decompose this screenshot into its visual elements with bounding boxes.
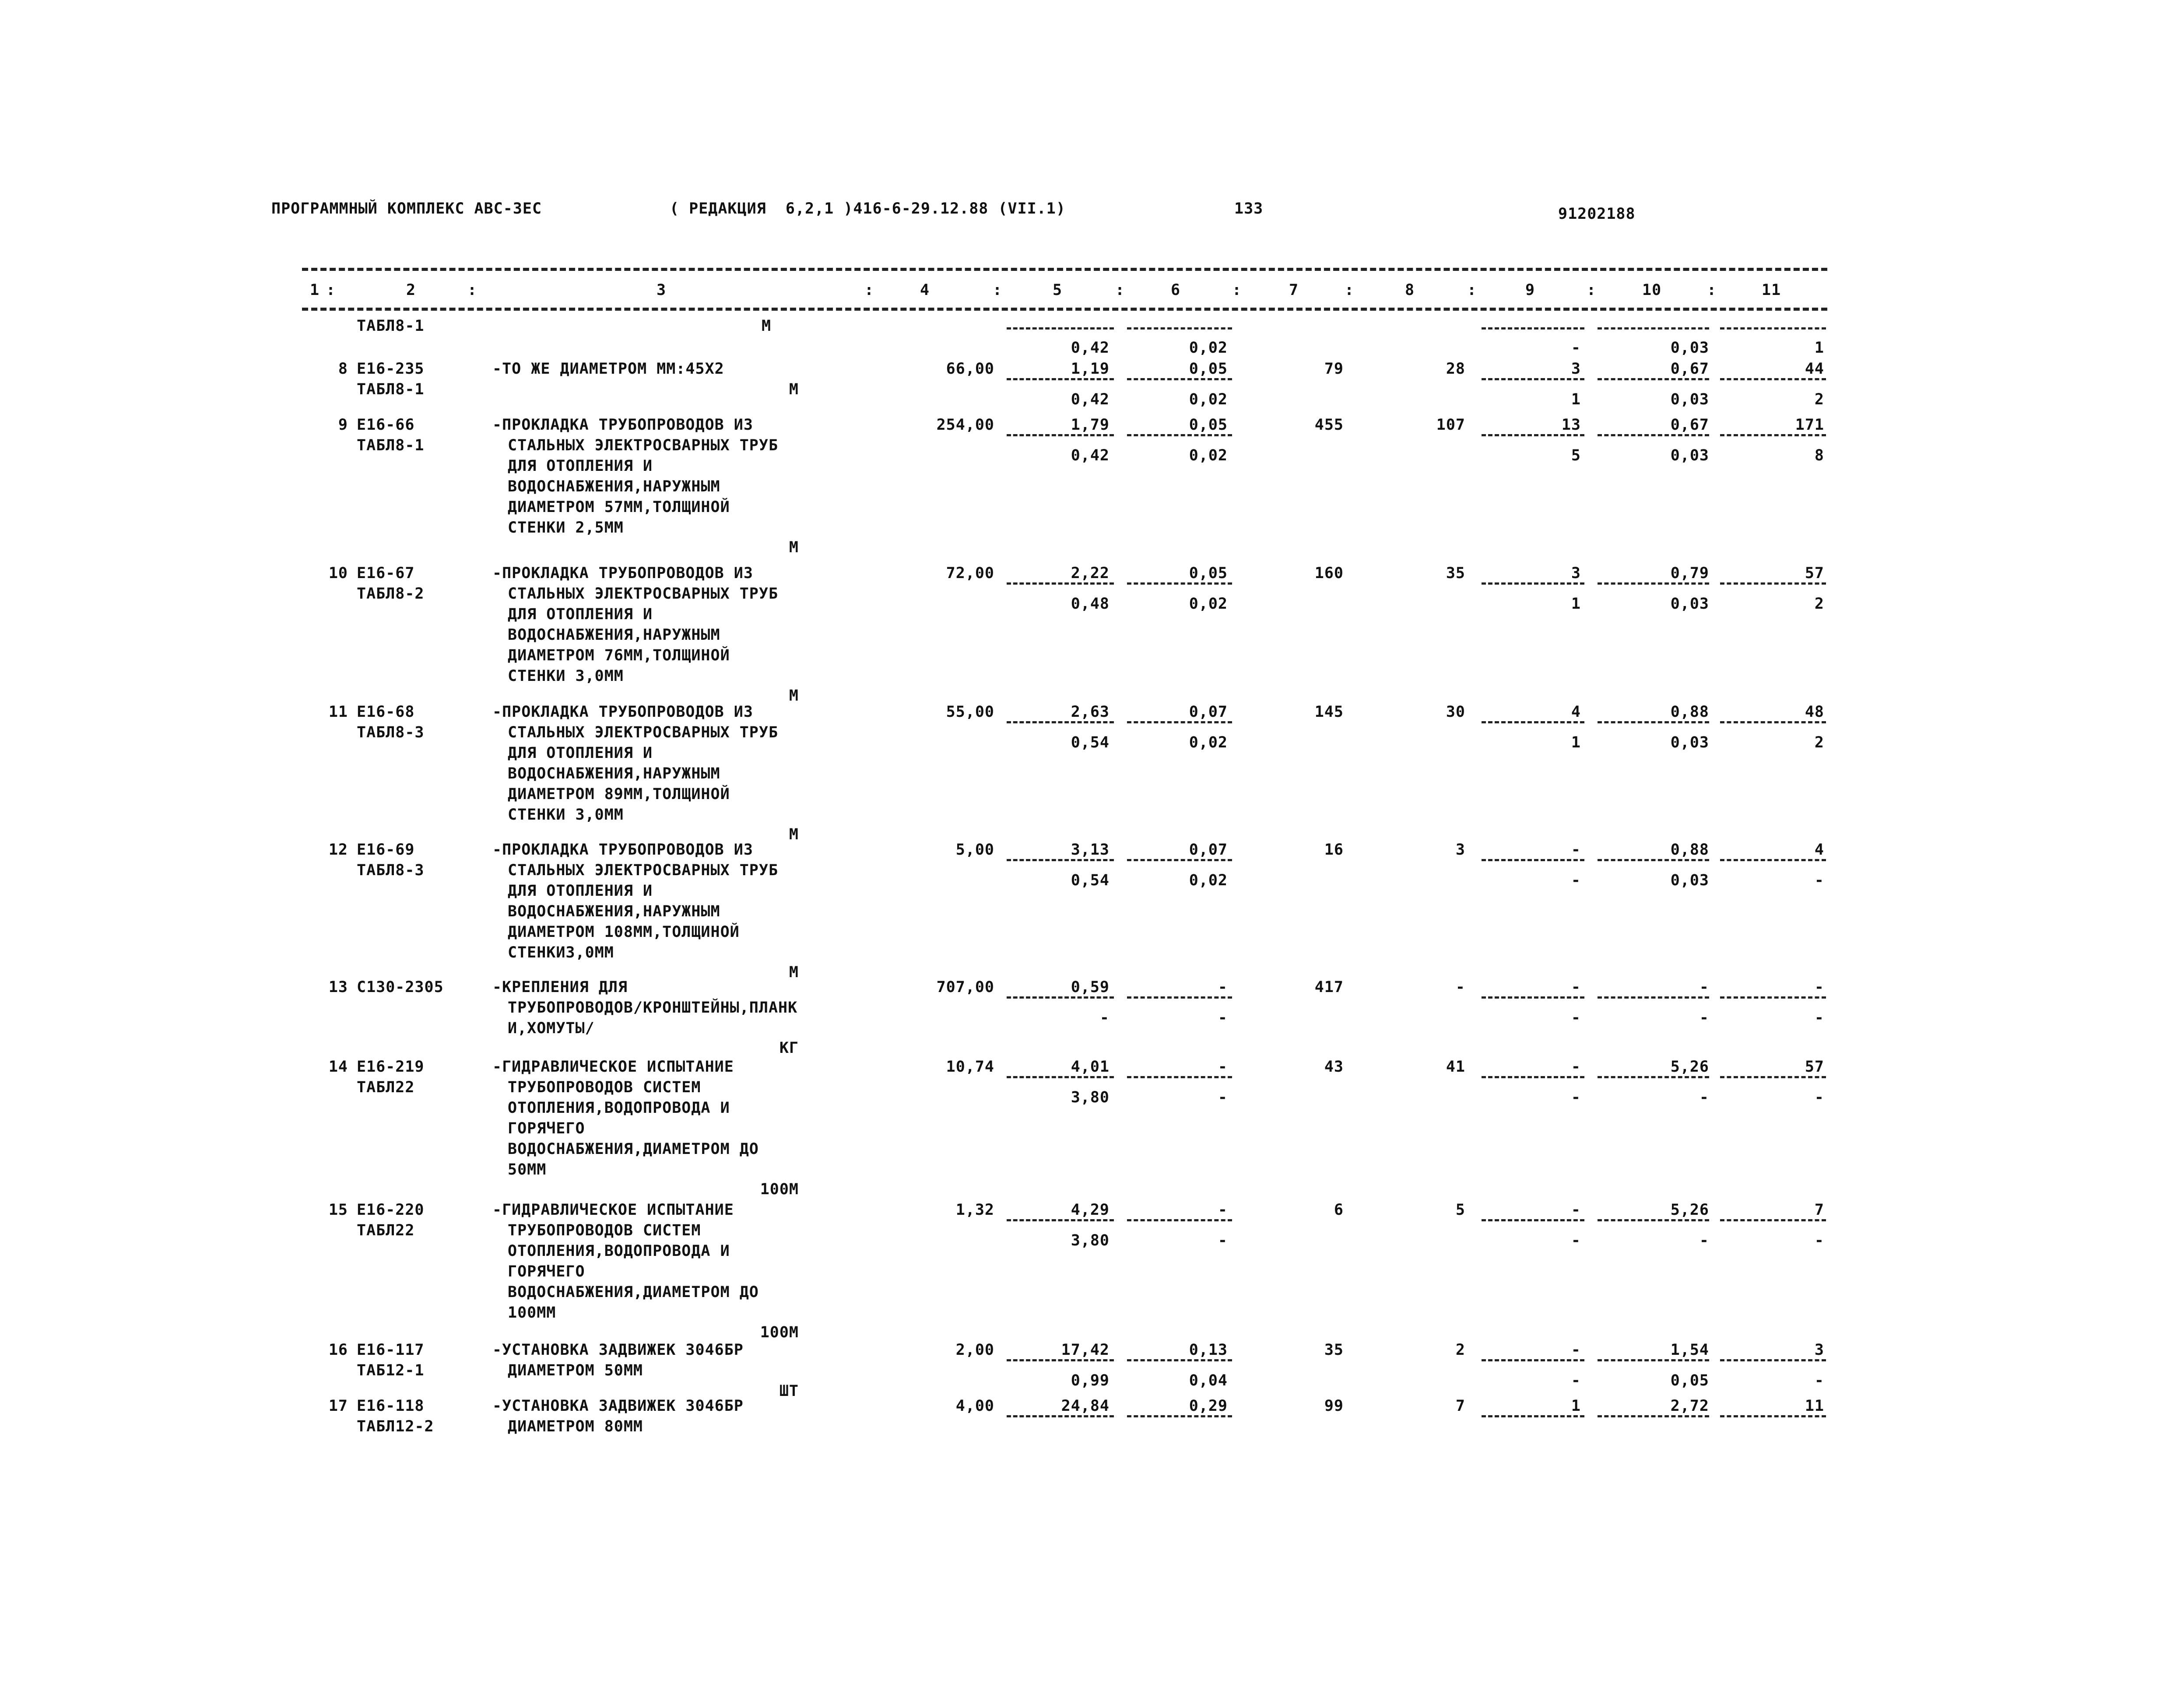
row-description: ДИАМЕТРОМ 89ММ,ТОЛЩИНОЙ <box>508 785 730 803</box>
cell-c4: 5,00 <box>955 841 994 859</box>
row-description: -ГИДРАВЛИЧЕСКОЕ ИСПЫТАНИЕ <box>492 1201 734 1219</box>
row-code: ТАБЛ8-1 <box>357 437 425 454</box>
cell-c10: 0,79 <box>1670 564 1709 582</box>
cell-c9-secondary: - <box>1571 1089 1581 1106</box>
cell-c6: 0,05 <box>1189 416 1228 434</box>
row-description: ВОДОСНАБЖЕНИЯ,ДИАМЕТРОМ ДО <box>508 1140 759 1158</box>
row-description: ДЛЯ ОТОПЛЕНИЯ И <box>508 457 653 475</box>
cell-c9: - <box>1571 841 1581 859</box>
row-code: Е16-66 <box>357 416 415 434</box>
row-number: 8 <box>338 360 348 378</box>
row-number: 15 <box>328 1201 348 1219</box>
cell-c6: - <box>1218 1058 1228 1076</box>
subtotal-divider <box>1127 859 1232 861</box>
document-code: 91202188 <box>1558 205 1636 223</box>
cell-c9-secondary: - <box>1571 1009 1581 1027</box>
cell-c8: 7 <box>1455 1397 1465 1415</box>
col-10-header: 10 <box>1642 281 1662 299</box>
subtotal-divider <box>1598 1359 1709 1361</box>
row-description: СТЕНКИ 2,5ММ <box>508 519 624 536</box>
cell-c8: 3 <box>1455 841 1465 859</box>
subtotal-divider <box>1007 1415 1114 1417</box>
cell-c11: 7 <box>1814 1201 1824 1219</box>
subtotal-divider <box>1482 996 1584 999</box>
subtotal-divider <box>1598 327 1709 330</box>
row-unit: КГ <box>779 1039 799 1057</box>
cell-c4: 55,00 <box>946 703 994 721</box>
col-7-header: 7 <box>1289 281 1299 299</box>
row-description: И,ХОМУТЫ/ <box>508 1020 595 1037</box>
cell-c11: 57 <box>1805 564 1824 582</box>
row-number: 10 <box>328 564 348 582</box>
row-code: ТАБЛ8-3 <box>357 724 425 741</box>
cell-c10: 0,88 <box>1670 703 1709 721</box>
subtotal-divider <box>1598 434 1709 436</box>
cell-c4: 2,00 <box>955 1341 994 1359</box>
row-description: ДЛЯ ОТОПЛЕНИЯ И <box>508 744 653 762</box>
cell-c11: 48 <box>1805 703 1824 721</box>
row-description: 100ММ <box>508 1304 556 1322</box>
subtotal-divider <box>1482 378 1584 380</box>
row-description: -ПРОКЛАДКА ТРУБОПРОВОДОВ ИЗ <box>492 841 753 859</box>
row-description: СТАЛЬНЫХ ЭЛЕКТРОСВАРНЫХ ТРУБ <box>508 862 779 879</box>
carry-over-value: 0,03 <box>1670 339 1709 357</box>
row-description: -УСТАНОВКА ЗАДВИЖЕК 3046БР <box>492 1341 744 1359</box>
cell-c9-secondary: 1 <box>1571 595 1581 613</box>
col-2-header: 2 <box>406 281 416 299</box>
subtotal-divider <box>1598 996 1709 999</box>
cell-c7: 99 <box>1324 1397 1344 1415</box>
row-unit: М <box>789 381 799 398</box>
row-description: ВОДОСНАБЖЕНИЯ,НАРУЖНЫМ <box>508 478 720 495</box>
row-description: ВОДОСНАБЖЕНИЯ,ДИАМЕТРОМ ДО <box>508 1283 759 1301</box>
cell-c5: 1,79 <box>1071 416 1110 434</box>
subtotal-divider <box>1127 582 1232 585</box>
col-separator: : <box>864 281 874 299</box>
row-description: ДИАМЕТРОМ 57ММ,ТОЛЩИНОЙ <box>508 498 730 516</box>
row-description: СТЕНКИ 3,0ММ <box>508 667 624 685</box>
cell-c11: - <box>1814 978 1824 996</box>
col-4-header: 4 <box>920 281 930 299</box>
row-description: ТРУБОПРОВОДОВ СИСТЕМ <box>508 1079 701 1096</box>
cell-c5-secondary: 0,54 <box>1071 734 1110 751</box>
cell-c11: 4 <box>1814 841 1824 859</box>
cell-c10: 2,72 <box>1670 1397 1709 1415</box>
subtotal-divider <box>1598 859 1709 861</box>
cell-c9-secondary: 5 <box>1571 447 1581 464</box>
cell-c9-secondary: - <box>1571 872 1581 889</box>
cell-c10-secondary: 0,03 <box>1670 595 1709 613</box>
cell-c11: 44 <box>1805 360 1824 378</box>
col-1-header: 1 <box>310 281 320 299</box>
cell-c6-secondary: 0,02 <box>1189 872 1228 889</box>
cell-c9-secondary: - <box>1571 1372 1581 1389</box>
cell-c6-secondary: 0,02 <box>1189 734 1228 751</box>
row-description: ДИАМЕТРОМ 108ММ,ТОЛЩИНОЙ <box>508 923 740 941</box>
cell-c8: 2 <box>1455 1341 1465 1359</box>
cell-c7: 145 <box>1314 703 1344 721</box>
cell-c5: 0,59 <box>1071 978 1110 996</box>
cell-c6-secondary: - <box>1218 1232 1228 1249</box>
row-description: ДИАМЕТРОМ 50ММ <box>508 1362 643 1379</box>
cell-c6: 0,29 <box>1189 1397 1228 1415</box>
row-code: Е16-118 <box>357 1397 425 1415</box>
cell-c5: 24,84 <box>1061 1397 1110 1415</box>
cell-c10: 5,26 <box>1670 1058 1709 1076</box>
row-description: -ПРОКЛАДКА ТРУБОПРОВОДОВ ИЗ <box>492 564 753 582</box>
table-head-rule <box>302 308 1827 311</box>
row-unit: М <box>789 826 799 843</box>
row-code: Е16-117 <box>357 1341 425 1359</box>
subtotal-divider <box>1482 327 1584 330</box>
row-number: 14 <box>328 1058 348 1076</box>
cell-c6-secondary: 0,02 <box>1189 447 1228 464</box>
row-description: ДИАМЕТРОМ 76ММ,ТОЛЩИНОЙ <box>508 647 730 664</box>
cell-c11: 11 <box>1805 1397 1824 1415</box>
row-number: 12 <box>328 841 348 859</box>
cell-c4: 254,00 <box>936 416 994 434</box>
cell-c11: 3 <box>1814 1341 1824 1359</box>
subtotal-divider <box>1598 1219 1709 1221</box>
subtotal-divider <box>1127 996 1232 999</box>
col-5-header: 5 <box>1053 281 1063 299</box>
cell-c10: 5,26 <box>1670 1201 1709 1219</box>
cell-c8: 35 <box>1446 564 1465 582</box>
row-code: Е16-69 <box>357 841 415 859</box>
row-description: ОТОПЛЕНИЯ,ВОДОПРОВОДА И <box>508 1099 730 1117</box>
row-description: -УСТАНОВКА ЗАДВИЖЕК 3046БР <box>492 1397 744 1415</box>
row-description: СТЕНКИ 3,0ММ <box>508 806 624 824</box>
cell-c6: 0,05 <box>1189 360 1228 378</box>
subtotal-divider <box>1598 1415 1709 1417</box>
carry-over-value: 1 <box>1814 339 1824 357</box>
row-unit: ШТ <box>779 1382 799 1400</box>
subtotal-divider <box>1598 582 1709 585</box>
subtotal-divider <box>1007 721 1114 723</box>
cell-c10: 0,88 <box>1670 841 1709 859</box>
cell-c9-secondary: 1 <box>1571 734 1581 751</box>
cell-c9-secondary: - <box>1571 1232 1581 1249</box>
subtotal-divider <box>1482 582 1584 585</box>
col-separator: : <box>467 281 478 299</box>
cell-c4: 66,00 <box>946 360 994 378</box>
row-description: ВОДОСНАБЖЕНИЯ,НАРУЖНЫМ <box>508 903 720 920</box>
row-number: 11 <box>328 703 348 721</box>
cell-c5: 3,13 <box>1071 841 1110 859</box>
cell-c9: - <box>1571 1201 1581 1219</box>
cell-c7: 16 <box>1324 841 1344 859</box>
row-code: ТАБЛ8-1 <box>357 381 425 398</box>
cell-c9: 4 <box>1571 703 1581 721</box>
cell-c5-secondary: 0,42 <box>1071 391 1110 408</box>
subtotal-divider <box>1482 434 1584 436</box>
row-code: Е16-219 <box>357 1058 425 1076</box>
cell-c6: 0,07 <box>1189 703 1228 721</box>
subtotal-divider <box>1007 859 1114 861</box>
cell-c11-secondary: - <box>1814 872 1824 889</box>
col-separator: : <box>1232 281 1242 299</box>
row-number: 13 <box>328 978 348 996</box>
cell-c6-secondary: 0,02 <box>1189 595 1228 613</box>
cell-c10-secondary: 0,03 <box>1670 734 1709 751</box>
cell-c6: 0,05 <box>1189 564 1228 582</box>
table-top-rule <box>302 268 1827 271</box>
edition-info: ( РЕДАКЦИЯ 6,2,1 )416-6-29.12.88 (VII.1) <box>670 200 1066 217</box>
cell-c10: 1,54 <box>1670 1341 1709 1359</box>
subtotal-divider <box>1482 1359 1584 1361</box>
cell-c5: 1,19 <box>1071 360 1110 378</box>
col-separator: : <box>1115 281 1125 299</box>
cell-c11: 57 <box>1805 1058 1824 1076</box>
row-description: ОТОПЛЕНИЯ,ВОДОПРОВОДА И <box>508 1242 730 1260</box>
cell-c9: - <box>1571 1058 1581 1076</box>
row-description: ТРУБОПРОВОДОВ/КРОНШТЕЙНЫ,ПЛАНК <box>508 999 798 1017</box>
cell-c6: - <box>1218 1201 1228 1219</box>
cell-c8: 41 <box>1446 1058 1465 1076</box>
subtotal-divider <box>1720 582 1826 585</box>
subtotal-divider <box>1482 1076 1584 1078</box>
row-number: 16 <box>328 1341 348 1359</box>
subtotal-divider <box>1127 721 1232 723</box>
row-description: ГОРЯЧЕГО <box>508 1120 585 1137</box>
cell-c11-secondary: - <box>1814 1009 1824 1027</box>
subtotal-divider <box>1127 1415 1232 1417</box>
cell-c10-secondary: 0,03 <box>1670 872 1709 889</box>
row-description: ДИАМЕТРОМ 80ММ <box>508 1418 643 1435</box>
cell-c9: - <box>1571 1341 1581 1359</box>
subtotal-divider <box>1720 859 1826 861</box>
row-description: СТАЛЬНЫХ ЭЛЕКТРОСВАРНЫХ ТРУБ <box>508 585 779 603</box>
row-unit: М <box>789 964 799 981</box>
cell-c6-secondary: - <box>1218 1009 1228 1027</box>
cell-c11-secondary: - <box>1814 1372 1824 1389</box>
row-code: ТАБЛ12-2 <box>357 1418 434 1435</box>
cell-c9: - <box>1571 978 1581 996</box>
subtotal-divider <box>1127 1359 1232 1361</box>
subtotal-divider <box>1598 1076 1709 1078</box>
col-separator: : <box>326 281 336 299</box>
subtotal-divider <box>1007 327 1114 330</box>
row-code: С130-2305 <box>357 978 444 996</box>
row-unit: М <box>762 317 772 335</box>
cell-c8: 30 <box>1446 703 1465 721</box>
row-description: -КРЕПЛЕНИЯ ДЛЯ <box>492 978 628 996</box>
cell-c5-secondary: 0,48 <box>1071 595 1110 613</box>
cell-c7: 35 <box>1324 1341 1344 1359</box>
cell-c9-secondary: 1 <box>1571 391 1581 408</box>
cell-c5-secondary: 0,42 <box>1071 447 1110 464</box>
cell-c6: - <box>1218 978 1228 996</box>
cell-c10: 0,67 <box>1670 416 1709 434</box>
cell-c4: 10,74 <box>946 1058 994 1076</box>
cell-c10: - <box>1699 978 1709 996</box>
subtotal-divider <box>1007 434 1114 436</box>
col-separator: : <box>1467 281 1477 299</box>
row-code: Е16-220 <box>357 1201 425 1219</box>
cell-c7: 455 <box>1314 416 1344 434</box>
col-11-header: 11 <box>1762 281 1781 299</box>
cell-c6: 0,13 <box>1189 1341 1228 1359</box>
cell-c10-secondary: - <box>1699 1009 1709 1027</box>
row-code: ТАБЛ8-3 <box>357 862 425 879</box>
cell-c9: 3 <box>1571 564 1581 582</box>
row-description: -ТО ЖЕ ДИАМЕТРОМ ММ:45Х2 <box>492 360 724 378</box>
cell-c7: 417 <box>1314 978 1344 996</box>
cell-c10-secondary: 0,03 <box>1670 447 1709 464</box>
program-title: ПРОГРАММНЫЙ КОМПЛЕКС АВС-3ЕС <box>271 200 542 217</box>
row-code: ТАБЛ22 <box>357 1079 415 1096</box>
subtotal-divider <box>1598 721 1709 723</box>
cell-c11-secondary: 2 <box>1814 391 1824 408</box>
subtotal-divider <box>1127 1076 1232 1078</box>
cell-c5: 2,63 <box>1071 703 1110 721</box>
cell-c5-secondary: 0,54 <box>1071 872 1110 889</box>
row-description: 50ММ <box>508 1161 547 1178</box>
page-number: 133 <box>1234 200 1264 217</box>
cell-c10-secondary: 0,05 <box>1670 1372 1709 1389</box>
cell-c7: 160 <box>1314 564 1344 582</box>
cell-c5: 4,29 <box>1071 1201 1110 1219</box>
col-3-header: 3 <box>657 281 667 299</box>
subtotal-divider <box>1720 1219 1826 1221</box>
cell-c6-secondary: 0,02 <box>1189 391 1228 408</box>
row-description: СТЕНКИ3,0ММ <box>508 944 614 961</box>
cell-c7: 43 <box>1324 1058 1344 1076</box>
row-unit: 100М <box>760 1324 799 1341</box>
cell-c11-secondary: 8 <box>1814 447 1824 464</box>
cell-c5: 17,42 <box>1061 1341 1110 1359</box>
cell-c4: 1,32 <box>955 1201 994 1219</box>
carry-over-value: - <box>1571 339 1581 357</box>
carry-over-value: 0,02 <box>1189 339 1228 357</box>
cell-c4: 707,00 <box>936 978 994 996</box>
subtotal-divider <box>1720 1359 1826 1361</box>
subtotal-divider <box>1007 996 1114 999</box>
row-number: 17 <box>328 1397 348 1415</box>
cell-c8: 28 <box>1446 360 1465 378</box>
carry-over-value: 0,42 <box>1071 339 1110 357</box>
row-description: -ПРОКЛАДКА ТРУБОПРОВОДОВ ИЗ <box>492 416 753 434</box>
row-unit: М <box>789 687 799 705</box>
cell-c5-secondary: - <box>1099 1009 1110 1027</box>
cell-c5: 2,22 <box>1071 564 1110 582</box>
col-separator: : <box>1345 281 1355 299</box>
subtotal-divider <box>1720 996 1826 999</box>
row-description: СТАЛЬНЫХ ЭЛЕКТРОСВАРНЫХ ТРУБ <box>508 724 779 741</box>
row-code: Е16-68 <box>357 703 415 721</box>
row-code: Е16-235 <box>357 360 425 378</box>
cell-c5-secondary: 0,99 <box>1071 1372 1110 1389</box>
row-description: ВОДОСНАБЖЕНИЯ,НАРУЖНЫМ <box>508 626 720 644</box>
col-9-header: 9 <box>1525 281 1535 299</box>
cell-c9: 3 <box>1571 360 1581 378</box>
row-description: ДЛЯ ОТОПЛЕНИЯ И <box>508 606 653 623</box>
cell-c10-secondary: - <box>1699 1089 1709 1106</box>
row-code: Е16-67 <box>357 564 415 582</box>
cell-c8: 5 <box>1455 1201 1465 1219</box>
subtotal-divider <box>1720 721 1826 723</box>
row-code: ТАБЛ8-2 <box>357 585 425 603</box>
row-code: ТАБ12-1 <box>357 1362 425 1379</box>
subtotal-divider <box>1482 1219 1584 1221</box>
cell-c11-secondary: 2 <box>1814 734 1824 751</box>
row-description: -ПРОКЛАДКА ТРУБОПРОВОДОВ ИЗ <box>492 703 753 721</box>
row-code: ТАБЛ8-1 <box>357 317 425 335</box>
cell-c9: 13 <box>1561 416 1581 434</box>
cell-c11-secondary: - <box>1814 1232 1824 1249</box>
subtotal-divider <box>1720 434 1826 436</box>
row-description: ГОРЯЧЕГО <box>508 1263 585 1280</box>
cell-c4: 72,00 <box>946 564 994 582</box>
row-code: ТАБЛ22 <box>357 1222 415 1239</box>
subtotal-divider <box>1127 378 1232 380</box>
subtotal-divider <box>1720 1076 1826 1078</box>
cell-c6-secondary: 0,04 <box>1189 1372 1228 1389</box>
subtotal-divider <box>1720 1415 1826 1417</box>
cell-c5-secondary: 3,80 <box>1071 1089 1110 1106</box>
cell-c8: 107 <box>1436 416 1465 434</box>
col-8-header: 8 <box>1405 281 1415 299</box>
row-unit: 100М <box>760 1181 799 1198</box>
cell-c10-secondary: 0,03 <box>1670 391 1709 408</box>
subtotal-divider <box>1007 378 1114 380</box>
subtotal-divider <box>1598 378 1709 380</box>
subtotal-divider <box>1127 327 1232 330</box>
cell-c10-secondary: - <box>1699 1232 1709 1249</box>
subtotal-divider <box>1482 1415 1584 1417</box>
cell-c4: 4,00 <box>955 1397 994 1415</box>
subtotal-divider <box>1007 1219 1114 1221</box>
subtotal-divider <box>1007 1076 1114 1078</box>
row-number: 9 <box>338 416 348 434</box>
subtotal-divider <box>1482 859 1584 861</box>
cell-c11-secondary: 2 <box>1814 595 1824 613</box>
subtotal-divider <box>1007 582 1114 585</box>
cell-c11: 171 <box>1795 416 1824 434</box>
col-separator: : <box>1707 281 1717 299</box>
col-separator: : <box>1587 281 1597 299</box>
cell-c5: 4,01 <box>1071 1058 1110 1076</box>
cell-c6: 0,07 <box>1189 841 1228 859</box>
row-description: ВОДОСНАБЖЕНИЯ,НАРУЖНЫМ <box>508 765 720 782</box>
cell-c7: 79 <box>1324 360 1344 378</box>
col-separator: : <box>993 281 1003 299</box>
cell-c6-secondary: - <box>1218 1089 1228 1106</box>
cell-c10: 0,67 <box>1670 360 1709 378</box>
row-description: ТРУБОПРОВОДОВ СИСТЕМ <box>508 1222 701 1239</box>
row-description: СТАЛЬНЫХ ЭЛЕКТРОСВАРНЫХ ТРУБ <box>508 437 779 454</box>
cell-c7: 6 <box>1334 1201 1344 1219</box>
subtotal-divider <box>1007 1359 1114 1361</box>
cell-c9: 1 <box>1571 1397 1581 1415</box>
row-unit: М <box>789 539 799 556</box>
cell-c5-secondary: 3,80 <box>1071 1232 1110 1249</box>
subtotal-divider <box>1127 434 1232 436</box>
cell-c11-secondary: - <box>1814 1089 1824 1106</box>
cell-c8: - <box>1455 978 1465 996</box>
subtotal-divider <box>1720 378 1826 380</box>
subtotal-divider <box>1720 327 1826 330</box>
row-description: ДЛЯ ОТОПЛЕНИЯ И <box>508 882 653 900</box>
col-6-header: 6 <box>1171 281 1181 299</box>
row-description: -ГИДРАВЛИЧЕСКОЕ ИСПЫТАНИЕ <box>492 1058 734 1076</box>
subtotal-divider <box>1127 1219 1232 1221</box>
subtotal-divider <box>1482 721 1584 723</box>
